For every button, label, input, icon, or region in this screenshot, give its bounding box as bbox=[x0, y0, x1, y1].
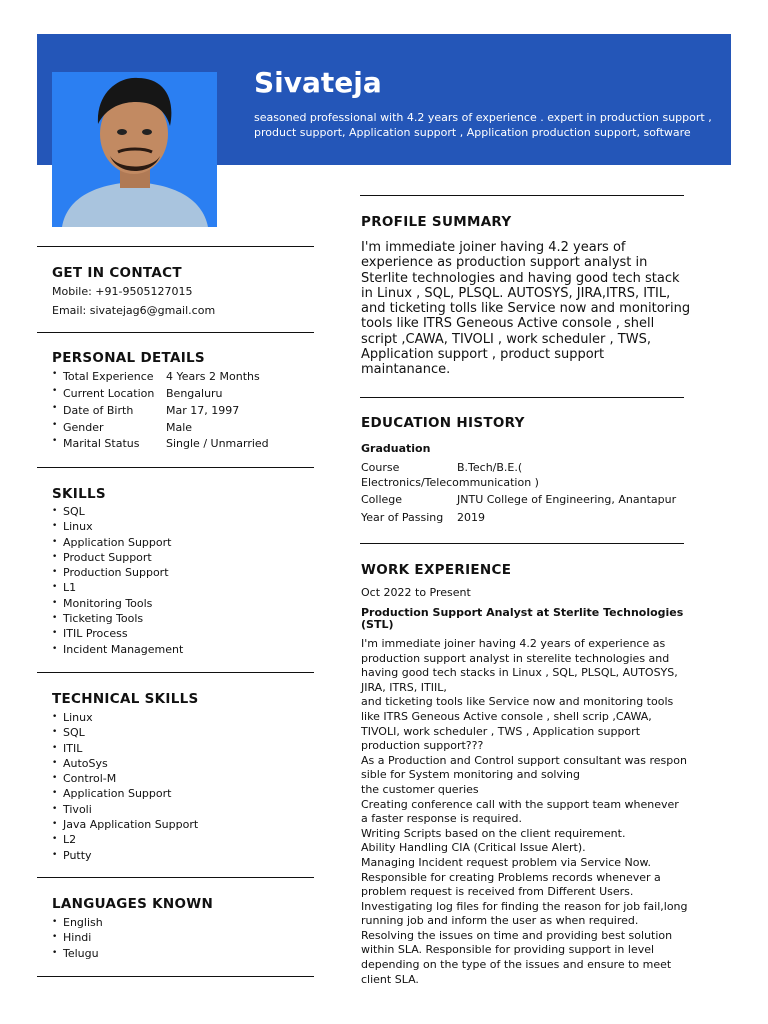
mobile-number: Mobile: +91-9505127015 bbox=[52, 285, 193, 298]
list-item: • English bbox=[52, 915, 103, 930]
candidate-name: Sivateja bbox=[254, 66, 382, 99]
list-item: • Tivoli bbox=[52, 802, 198, 817]
list-item: • Incident Management bbox=[52, 642, 183, 657]
work-line: production support analyst in sterelite technologies and bbox=[361, 651, 670, 665]
work-line: JIRA, ITRS, ITIIL, bbox=[361, 680, 447, 694]
divider bbox=[360, 543, 684, 544]
divider bbox=[37, 467, 314, 468]
list-item: • Ticketing Tools bbox=[52, 611, 183, 626]
list-item: • Production Support bbox=[52, 565, 183, 580]
detail-value: Single / Unmarried bbox=[166, 437, 269, 450]
detail-label: Marital Status bbox=[63, 437, 140, 450]
detail-value: Mar 17, 1997 bbox=[166, 404, 240, 417]
list-item: • Telugu bbox=[52, 946, 103, 961]
list-item: • Application Support bbox=[52, 786, 198, 801]
work-line: I'm immediate joiner having 4.2 years of experience as bbox=[361, 637, 666, 650]
education-heading: EDUCATION HISTORY bbox=[361, 415, 525, 431]
detail-label: Gender bbox=[63, 421, 104, 434]
divider bbox=[37, 877, 314, 878]
work-line: TIVOLI, work scheduler , TWS , Application support bbox=[361, 724, 641, 738]
list-item: • Product Support bbox=[52, 550, 183, 565]
profile-photo bbox=[52, 72, 217, 227]
work-period: Oct 2022 to Present bbox=[361, 586, 471, 599]
profile-summary-heading: PROFILE SUMMARY bbox=[361, 214, 512, 230]
work-line: client SLA. bbox=[361, 972, 419, 986]
contact-heading: GET IN CONTACT bbox=[52, 265, 182, 281]
list-item: • Linux bbox=[52, 710, 198, 725]
work-line: having good tech stacks in Linux , SQL, PLSQL, AUTOSYS, bbox=[361, 666, 678, 680]
languages-list bbox=[52, 915, 103, 961]
work-line: Resolving the issues on time and providing best solution bbox=[361, 928, 673, 942]
education-value: Electronics/Telecommunication ) bbox=[361, 476, 539, 489]
education-label: College bbox=[361, 493, 403, 506]
work-line: As a Production and Control support consultant was respon bbox=[361, 753, 687, 767]
work-line: Writing Scripts based on the client requirement. bbox=[361, 826, 626, 840]
candidate-tagline: seasoned professional with 4.2 years of experience . expert in production support , product support, Application support , Application production support, software bbox=[254, 111, 712, 139]
languages-heading: LANGUAGES KNOWN bbox=[52, 896, 214, 912]
divider bbox=[360, 397, 684, 398]
bullet-icon: • bbox=[52, 386, 58, 396]
education-label: Year of Passing bbox=[361, 511, 444, 524]
education-value: JNTU College of Engineering, Anantapur bbox=[457, 493, 677, 506]
bullet-icon: • bbox=[52, 369, 58, 379]
work-line: Ability Handling CIA (Critical Issue Alert). bbox=[361, 841, 586, 855]
work-experience-heading: WORK EXPERIENCE bbox=[361, 562, 512, 578]
divider bbox=[37, 246, 314, 247]
detail-label: Current Location bbox=[63, 387, 155, 400]
list-item: • ITIL bbox=[52, 741, 198, 756]
work-line: within SLA. Responsible for providing support in level bbox=[361, 943, 655, 957]
list-item: • Linux bbox=[52, 519, 183, 534]
list-item: • Java Application Support bbox=[52, 817, 198, 832]
list-item: • Monitoring Tools bbox=[52, 596, 183, 611]
profile-summary-text: I'm immediate joiner having 4.2 years of experience as production support analyst in Sterlite technologies and having good tech stack in Linux , SQL, PLSQL. AUTOSYS, JIRA,ITRS, ITIL, and ticketing tolls like Service now and monitoring tools like ITRS Geneous Active console , shell script ,CAWA, TIVOLI , work scheduler , TWS, Application support , product support maintanance. bbox=[361, 240, 691, 378]
divider bbox=[37, 672, 314, 673]
education-label: Course bbox=[361, 461, 400, 474]
divider bbox=[37, 976, 314, 977]
detail-label: Date of Birth bbox=[63, 404, 134, 417]
detail-value: Male bbox=[166, 421, 193, 434]
work-line: Creating conference call with the support team whenever bbox=[361, 797, 679, 811]
personal-details-heading: PERSONAL DETAILS bbox=[52, 350, 205, 366]
work-title: Production Support Analyst at Sterlite Technologies (STL) bbox=[361, 606, 684, 631]
work-line: Investigating log files for finding the reason for job fail,long bbox=[361, 899, 688, 913]
bullet-icon: • bbox=[52, 420, 58, 430]
education-value: B.Tech/B.E.( bbox=[457, 461, 523, 474]
work-description bbox=[361, 637, 687, 987]
detail-value: Bengaluru bbox=[166, 387, 223, 400]
technical-skills-list bbox=[52, 710, 198, 863]
work-line: Managing Incident request problem via Service Now. bbox=[361, 855, 652, 869]
work-line: production support??? bbox=[361, 739, 484, 753]
list-item: • L2 bbox=[52, 832, 198, 847]
work-line: depending on the type of the issues and ensure to meet bbox=[361, 958, 672, 972]
list-item: • ITIL Process bbox=[52, 626, 183, 641]
list-item: • Control-M bbox=[52, 771, 198, 786]
work-line: running job and inform the user as when required. bbox=[361, 914, 639, 928]
technical-skills-heading: TECHNICAL SKILLS bbox=[52, 691, 199, 707]
work-line: like ITRS Geneous Active console , shell scrip ,CAWA, bbox=[361, 709, 652, 723]
divider bbox=[37, 332, 314, 333]
list-item: • SQL bbox=[52, 504, 183, 519]
work-line: the customer queries bbox=[361, 782, 479, 796]
bullet-icon: • bbox=[52, 436, 58, 446]
detail-value: 4 Years 2 Months bbox=[166, 370, 260, 383]
list-item: • Hindi bbox=[52, 930, 103, 945]
skills-heading: SKILLS bbox=[52, 486, 106, 502]
work-line: problem request is received from Different Users. bbox=[361, 885, 634, 899]
list-item: • SQL bbox=[52, 725, 198, 740]
detail-label: Total Experience bbox=[63, 370, 154, 383]
work-line: Responsible for creating Problems records whenever a bbox=[361, 870, 661, 884]
work-line: sible for System monitoring and solving bbox=[361, 768, 581, 782]
bullet-icon: • bbox=[52, 403, 58, 413]
list-item: • Application Support bbox=[52, 535, 183, 550]
skills-list bbox=[52, 504, 183, 657]
email-address: Email: sivatejag6@gmail.com bbox=[52, 304, 216, 317]
divider bbox=[360, 195, 684, 196]
work-line: a faster response is required. bbox=[361, 812, 523, 826]
work-line: and ticketing tools like Service now and monitoring tools bbox=[361, 695, 674, 709]
education-level: Graduation bbox=[361, 442, 431, 455]
person-portrait-icon bbox=[52, 72, 217, 227]
list-item: • Putty bbox=[52, 848, 198, 863]
education-value: 2019 bbox=[457, 511, 485, 524]
list-item: • L1 bbox=[52, 580, 183, 595]
list-item: • AutoSys bbox=[52, 756, 198, 771]
